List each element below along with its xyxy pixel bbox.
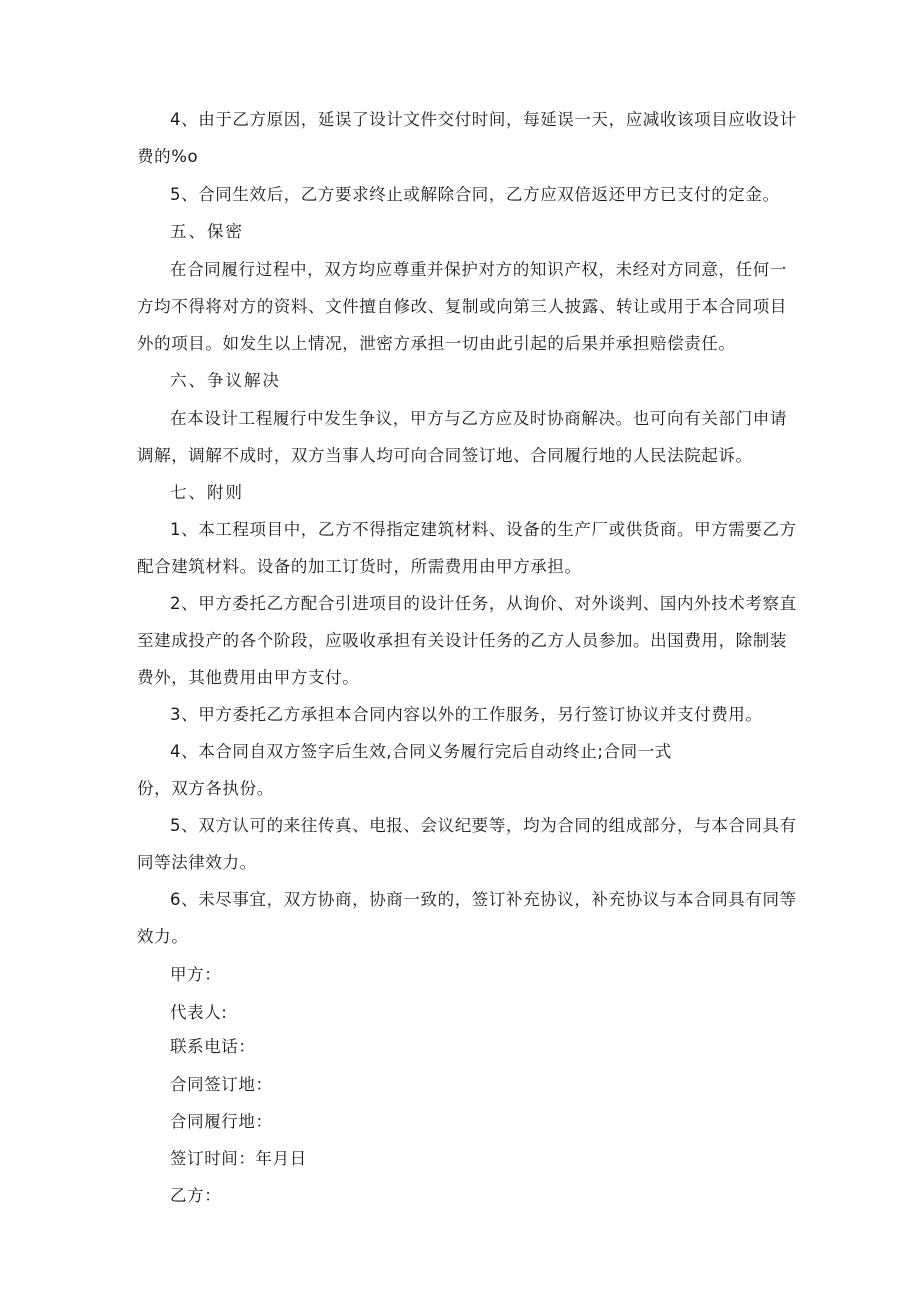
section-7-item-5-line-2: 同等法律效力。: [137, 853, 257, 872]
section-7-item-1-line-1: 1、本工程项目中，乙方不得指定建筑材料、设备的生产厂或供货商。甲方需要乙方: [170, 520, 797, 539]
section-7-item-6-line-2: 效力。: [137, 927, 189, 946]
section-5-line-1: 在合同履行过程中，双方均应尊重并保护对方的知识产权，未经对方同意，任何一: [170, 260, 787, 279]
clause-4-4-line-2: 费的%o: [137, 147, 199, 166]
section-7-item-3: 3、甲方委托乙方承担本合同内容以外的工作服务，另行签订协议并支付费用。: [170, 705, 763, 724]
section-7-item-2-line-1: 2、甲方委托乙方配合引进项目的设计任务，从询价、对外谈判、国内外技术考察直: [170, 594, 797, 613]
section-7-item-4-line-1: 4、本合同自双方签字后生效,合同义务履行完后自动终止;合同一式: [170, 742, 672, 761]
section-7-heading: 七、附则: [170, 483, 244, 502]
section-7-item-1-line-2: 配合建筑材料。设备的加工订货时，所需费用由甲方承担。: [137, 557, 582, 576]
section-5-heading: 五、保密: [170, 222, 244, 241]
sign-place-label: 合同签订地：: [170, 1075, 273, 1094]
section-6-line-2: 调解，调解不成时，双方当事人均可向合同签订地、合同履行地的人民法院起诉。: [137, 446, 753, 465]
section-7-item-4-line-2: 份，双方各执份。: [137, 779, 274, 798]
section-7-item-2-line-2: 至建成投产的各个阶段，应吸收承担有关设计任务的乙方人员参加。出国费用，除制装: [137, 631, 787, 650]
clause-4-4-line-1: 4、由于乙方原因，延误了设计文件交付时间，每延误一天，应减收该项目应收设计: [170, 110, 797, 129]
section-7-item-6-line-1: 6、未尽事宜，双方协商，协商一致的，签订补充协议，补充协议与本合同具有同等: [170, 890, 797, 909]
section-6-line-1: 在本设计工程履行中发生争议，甲方与乙方应及时协商解决。也可向有关部门申请: [170, 409, 787, 428]
section-5-line-2: 方均不得将对方的资料、文件擅自修改、复制或向第三人披露、转让或用于本合同项目: [137, 297, 787, 316]
section-5-line-3: 外的项目。如发生以上情况，泄密方承担一切由此引起的后果并承担赔偿责任。: [137, 334, 736, 353]
representative-label: 代表人:: [170, 1003, 228, 1022]
section-6-heading: 六、争议解决: [170, 371, 281, 390]
sign-time-label: 签订时间：年月日: [170, 1149, 307, 1168]
perform-place-label: 合同履行地：: [170, 1112, 273, 1131]
clause-4-5: 5、合同生效后，乙方要求终止或解除合同，乙方应双倍返还甲方已支付的定金。: [170, 185, 780, 204]
party-b-label: 乙方：: [170, 1186, 222, 1205]
section-7-item-5-line-1: 5、双方认可的来往传真、电报、会议纪要等，均为合同的组成部分，与本合同具有: [170, 816, 797, 835]
section-7-item-2-line-3: 费外，其他费用由甲方支付。: [137, 668, 360, 687]
phone-label: 联系电话：: [170, 1037, 256, 1056]
party-a-label: 甲方：: [170, 965, 222, 984]
